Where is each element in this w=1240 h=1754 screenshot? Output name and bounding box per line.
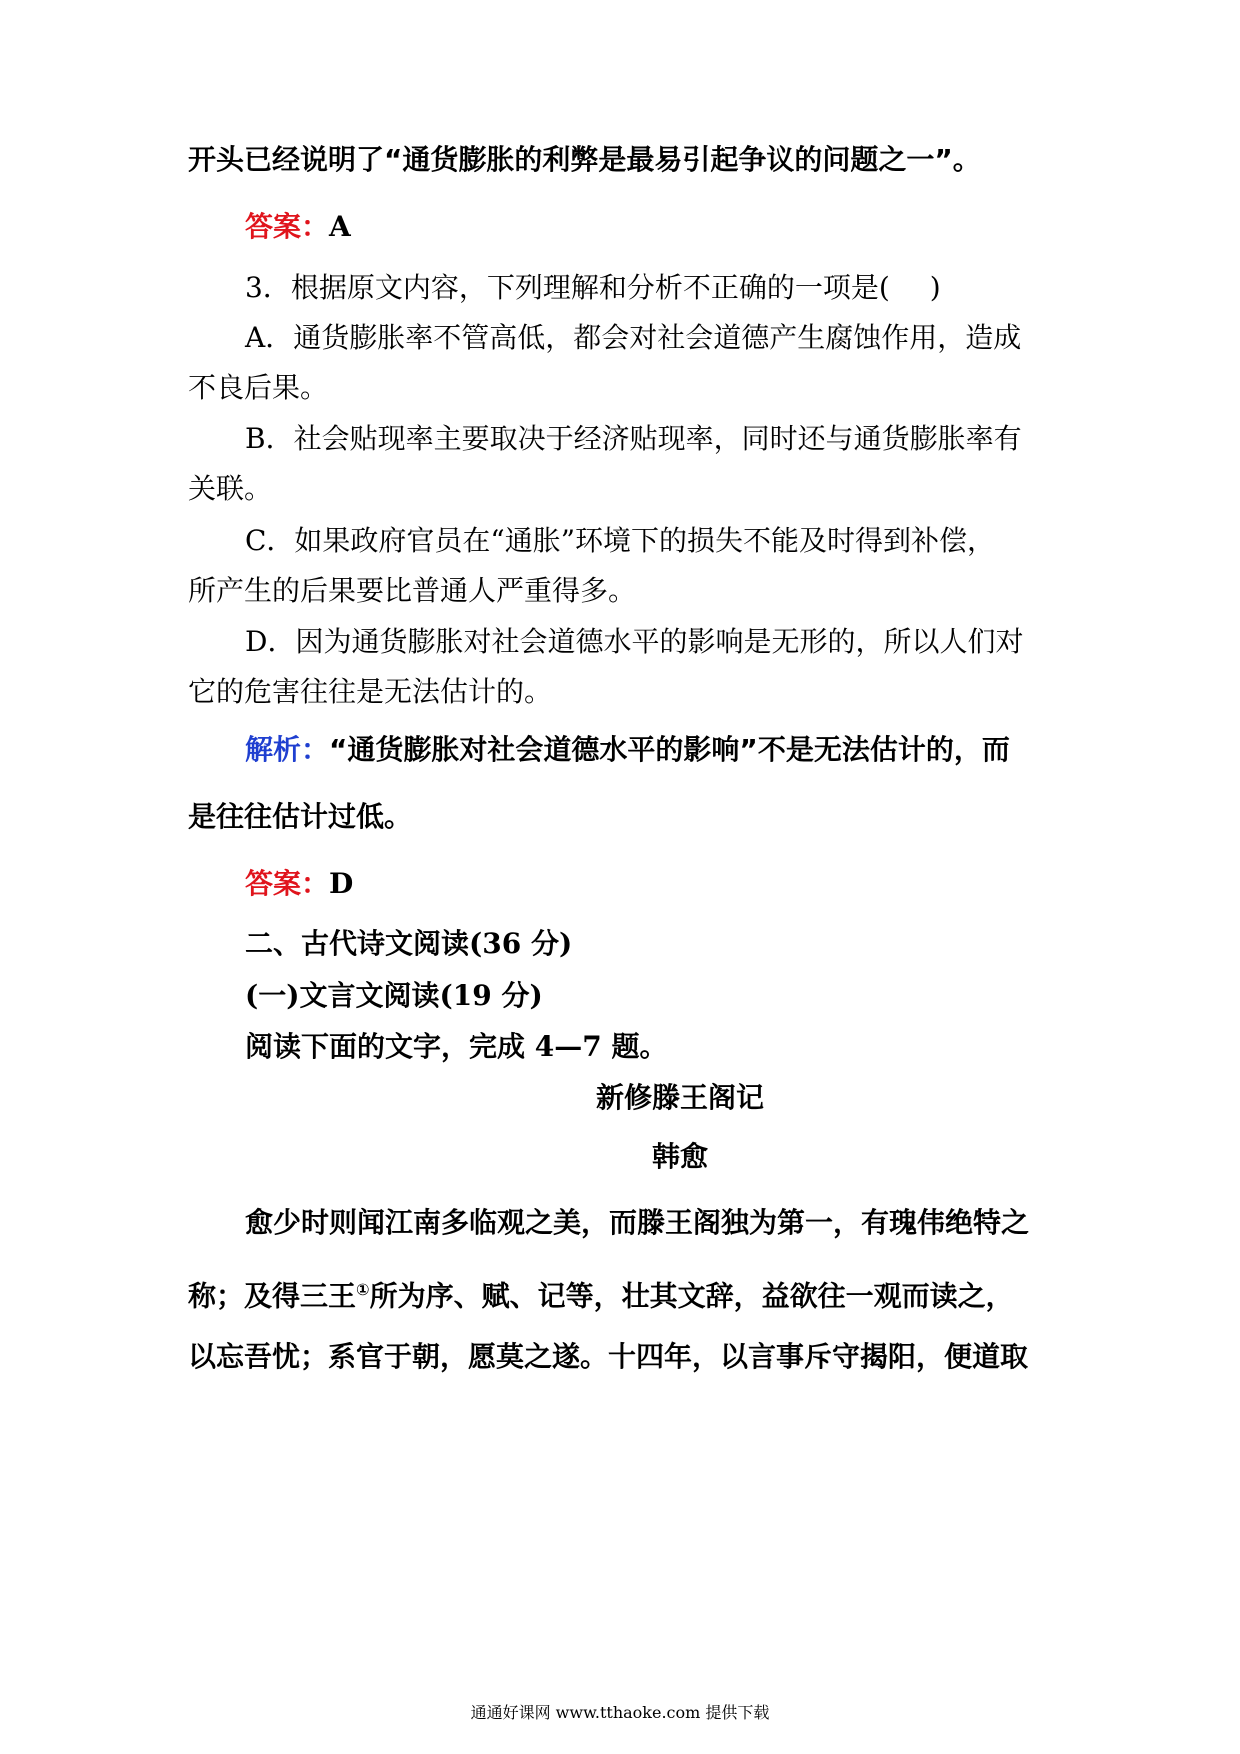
answer-label: 答案： bbox=[245, 210, 330, 243]
passage-line-2 bbox=[188, 1270, 1014, 1316]
page-footer: 通通好课网 www.tthaoke.com 提供下载 bbox=[470, 1703, 770, 1722]
answer-value: A bbox=[329, 210, 351, 243]
passage-text: 所为序、赋、记等，壮其文辞，益欲往一观而读之， bbox=[369, 1279, 1014, 1313]
footnote-marker: ① bbox=[356, 1280, 370, 1299]
answer-line bbox=[245, 207, 351, 247]
option-a-line-2: 不良后果。 bbox=[188, 371, 329, 404]
text-line: 开头已经说明了“通货膨胀的利弊是最易引起争议的问题之一”。 bbox=[188, 143, 981, 176]
subsection-heading: (一)文言文阅读(19 分) bbox=[245, 979, 543, 1012]
option-b-line-1: B．社会贴现率主要取决于经济贴现率，同时还与通货膨胀率有 bbox=[245, 422, 1022, 455]
passage-line-3: 以忘吾忧；系官于朝，愿莫之遂。十四年，以言事斥守揭阳，便道取 bbox=[188, 1340, 1029, 1373]
question-3 bbox=[245, 268, 941, 308]
passage-text: 称；及得三王 bbox=[188, 1279, 357, 1313]
answer-value: D bbox=[329, 867, 354, 900]
option-d-line-1: D．因为通货膨胀对社会道德水平的影响是无形的，所以人们对 bbox=[245, 625, 1024, 658]
analysis-line-1 bbox=[245, 730, 1010, 770]
answer-line bbox=[245, 864, 353, 904]
passage-title: 新修滕王阁记 bbox=[595, 1081, 764, 1114]
analysis-text: “通货膨胀对社会道德水平的影响”不是无法估计的，而 bbox=[329, 733, 1010, 766]
option-a-line-1: A．通货膨胀率不管高低，都会对社会道德产生腐蚀作用，造成 bbox=[245, 321, 1022, 354]
option-b-line-2: 关联。 bbox=[188, 472, 273, 505]
answer-label: 答案： bbox=[245, 867, 330, 900]
analysis-line-2: 是往往估计过低。 bbox=[188, 800, 413, 833]
passage-author: 韩愈 bbox=[651, 1140, 708, 1173]
option-d-line-2: 它的危害往往是无法估计的。 bbox=[188, 675, 553, 708]
instruction: 阅读下面的文字，完成 4—7 题。 bbox=[245, 1030, 668, 1063]
passage-line-1: 愈少时则闻江南多临观之美，而滕王阁独为第一，有瑰伟绝特之 bbox=[245, 1206, 1030, 1239]
question-text: 3．根据原文内容，下列理解和分析不正确的一项是( bbox=[245, 271, 890, 304]
question-paren: ) bbox=[929, 271, 941, 304]
analysis-label: 解析： bbox=[245, 733, 330, 766]
section-heading: 二、古代诗文阅读(36 分) bbox=[245, 927, 573, 960]
option-c-line-1: C．如果政府官员在“通胀”环境下的损失不能及时得到补偿， bbox=[245, 524, 996, 557]
option-c-line-2: 所产生的后果要比普通人严重得多。 bbox=[188, 574, 637, 607]
